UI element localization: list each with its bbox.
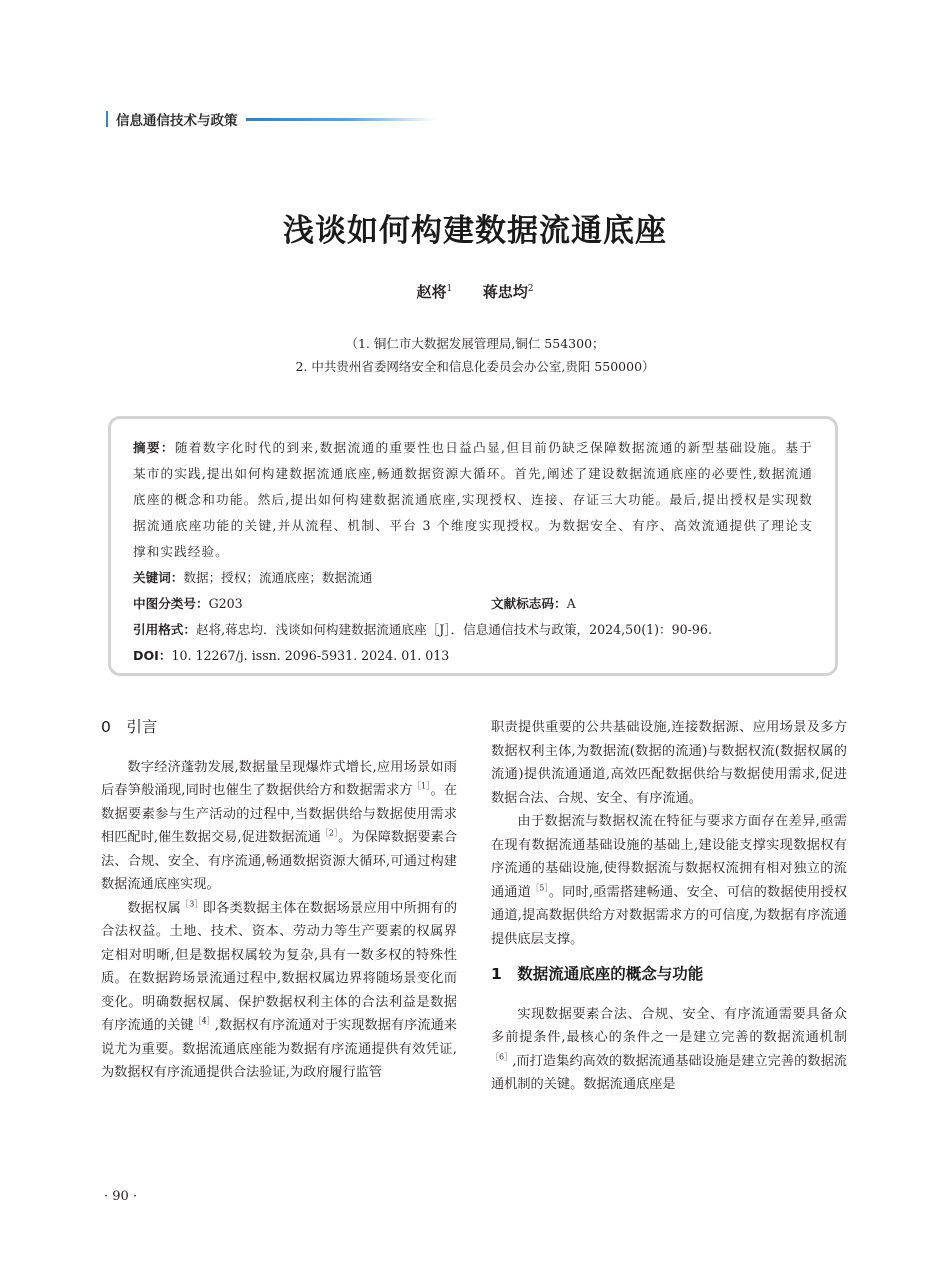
- citation-text: 赵将,蒋忠均．浅谈如何构建数据流通底座［J］．信息通信技术与政策，2024,50(1)：90-96.: [195, 622, 712, 637]
- abstract-box: [108, 416, 838, 676]
- citation-ref: ［3］: [180, 899, 203, 909]
- paragraph-text: 。在数据要素参与生产活动的过程中,当数据供给与数据使用需求相匹配时,催生数据交易,促进数据流通: [101, 783, 458, 845]
- citation-ref: ［5］: [531, 883, 549, 893]
- author-affil-mark: 2: [527, 284, 534, 294]
- affiliations: [0, 332, 950, 378]
- doi-value: 10. 12267/j. issn. 2096-5931. 2024. 01. 013: [171, 648, 450, 663]
- clc-value: G203: [208, 596, 243, 611]
- paragraph-text: 实现数据要素合法、合规、安全、有序流通需要具备众多前提条件,最核心的条件之一是建立完善的数据流通机制: [491, 1006, 847, 1045]
- doc-code-label: 文献标志码：: [491, 596, 567, 611]
- doc-code-value: A: [566, 596, 576, 611]
- keywords-text: 数据；授权；流通底座；数据流通: [183, 570, 373, 585]
- abstract-text: 随着数字化时代的到来,数据流通的重要性也日益凸显,但目前仍缺乏保障数据流通的新型基础设施。基于某市的实践,提出如何构建数据流通底座,畅通数据资源大循环。首先,阐述了建设数据流通底座的必要性,数据流通底座的概念和功能。然后,提出如何构建数据流通底座,实现授权、连接、存证三大功能。最后,提出授权是实现数据流通底座功能的关键,并从流程、机制、平台 3 个维度实现授权。为数据安全、有序、高效流通提供了理论支撑和实践经验。: [133, 440, 813, 559]
- page-number: · 90 ·: [104, 1189, 138, 1204]
- citation-ref: ［1］: [412, 781, 431, 791]
- paragraph: [101, 897, 457, 1085]
- paragraph: 职责提供重要的公共基础设施,连接数据源、应用场景及多方数据权利主体,为数据流(数据的流通)与数据权流(数据权属的流通)提供流通通道,高效匹配数据供给与数据使用需求,促进数据合法、合规、安全、有序流通。: [491, 720, 847, 806]
- section-label: 信息通信技术与政策: [116, 113, 238, 129]
- clc-label: 中图分类号：: [133, 596, 209, 611]
- section-tag: [106, 108, 506, 130]
- classification-row: [133, 591, 813, 617]
- paragraph-text: 。为保障数据要素合法、合规、安全、有序流通,畅通数据资源大循环,可通过构建数据流通底座实现。: [101, 830, 458, 892]
- left-column: [101, 716, 457, 1085]
- affiliation-line: （1. 铜仁市大数据发展管理局,铜仁 554300；: [345, 336, 605, 351]
- abstract: [133, 435, 813, 565]
- citation-ref: ［6］: [491, 1052, 513, 1062]
- doi-label: DOI：: [133, 648, 172, 663]
- author-name: 蒋忠均: [482, 283, 528, 301]
- paragraph: [101, 756, 457, 897]
- paper-title: 浅谈如何构建数据流通底座: [283, 213, 667, 249]
- author-affil-mark: 1: [446, 284, 453, 294]
- keywords-label: 关键词：: [133, 570, 184, 585]
- citation-ref: ［4］: [193, 1016, 215, 1026]
- section-heading: 1 数据流通底座的概念与功能: [491, 965, 704, 983]
- citation-ref: ［2］: [320, 828, 339, 838]
- author-name: 赵将: [416, 283, 447, 301]
- doi: [133, 643, 813, 669]
- abstract-label: 摘要：: [133, 440, 175, 455]
- keywords: [133, 565, 813, 591]
- paragraph-text: ,而打造集约高效的数据流通基础设施是建立完善的数据流通机制的关键。数据流通底座是: [491, 1053, 847, 1092]
- paragraph-text: 数据权属: [127, 900, 181, 916]
- citation: [133, 617, 813, 643]
- right-column: [491, 716, 847, 1097]
- author-list: [0, 281, 950, 302]
- paragraph-text: 。同时,亟需搭建畅通、安全、可信的数据使用授权通道,提高数据供给方对数据需求方的可信度,为数据有序流通提供底层支撑。: [491, 884, 848, 947]
- paragraph-text: 由于数据流与数据权流在特征与要求方面存在差异,亟需在现有数据流通基础设施的基础上,建设能支撑实现数据权有序流通的基础设施,使得数据流与数据权流拥有相对独立的流通通道: [491, 814, 847, 900]
- affiliation-line: 2. 中共贵州省委网络安全和信息化委员会办公室,贵阳 550000）: [295, 359, 655, 374]
- section-heading: 0 引言: [101, 718, 158, 736]
- section-tag-bar: [106, 111, 108, 127]
- paragraph: [491, 1003, 847, 1097]
- citation-label: 引用格式：: [133, 622, 196, 637]
- paragraph-text: 即各类数据主体在数据场景应用中所拥有的合法权益。土地、技术、资本、劳动力等生产要素的权属界定相对明晰,但是数据权属较为复杂,具有一数多权的特殊性质。在数据跨场景流通过程中,数据权属边界将随场景变化而变化。明确数据权属、保护数据权利主体的合法利益是数据有序流通的关键: [101, 900, 458, 1033]
- paragraph-text: ,数据权有序流通对于实现数据有序流通来说尤为重要。数据流通底座能为数据有序流通提供有效凭证,为数据权有序流通提供合法验证,为政府履行监管: [101, 1018, 457, 1080]
- paragraph: [491, 810, 847, 951]
- section-tag-rule: [246, 118, 436, 121]
- paragraph-text: 数字经济蓬勃发展,数据量呈现爆炸式增长,应用场景如雨后春笋般涌现,同时也催生了数据供给方和数据需求方: [101, 759, 457, 798]
